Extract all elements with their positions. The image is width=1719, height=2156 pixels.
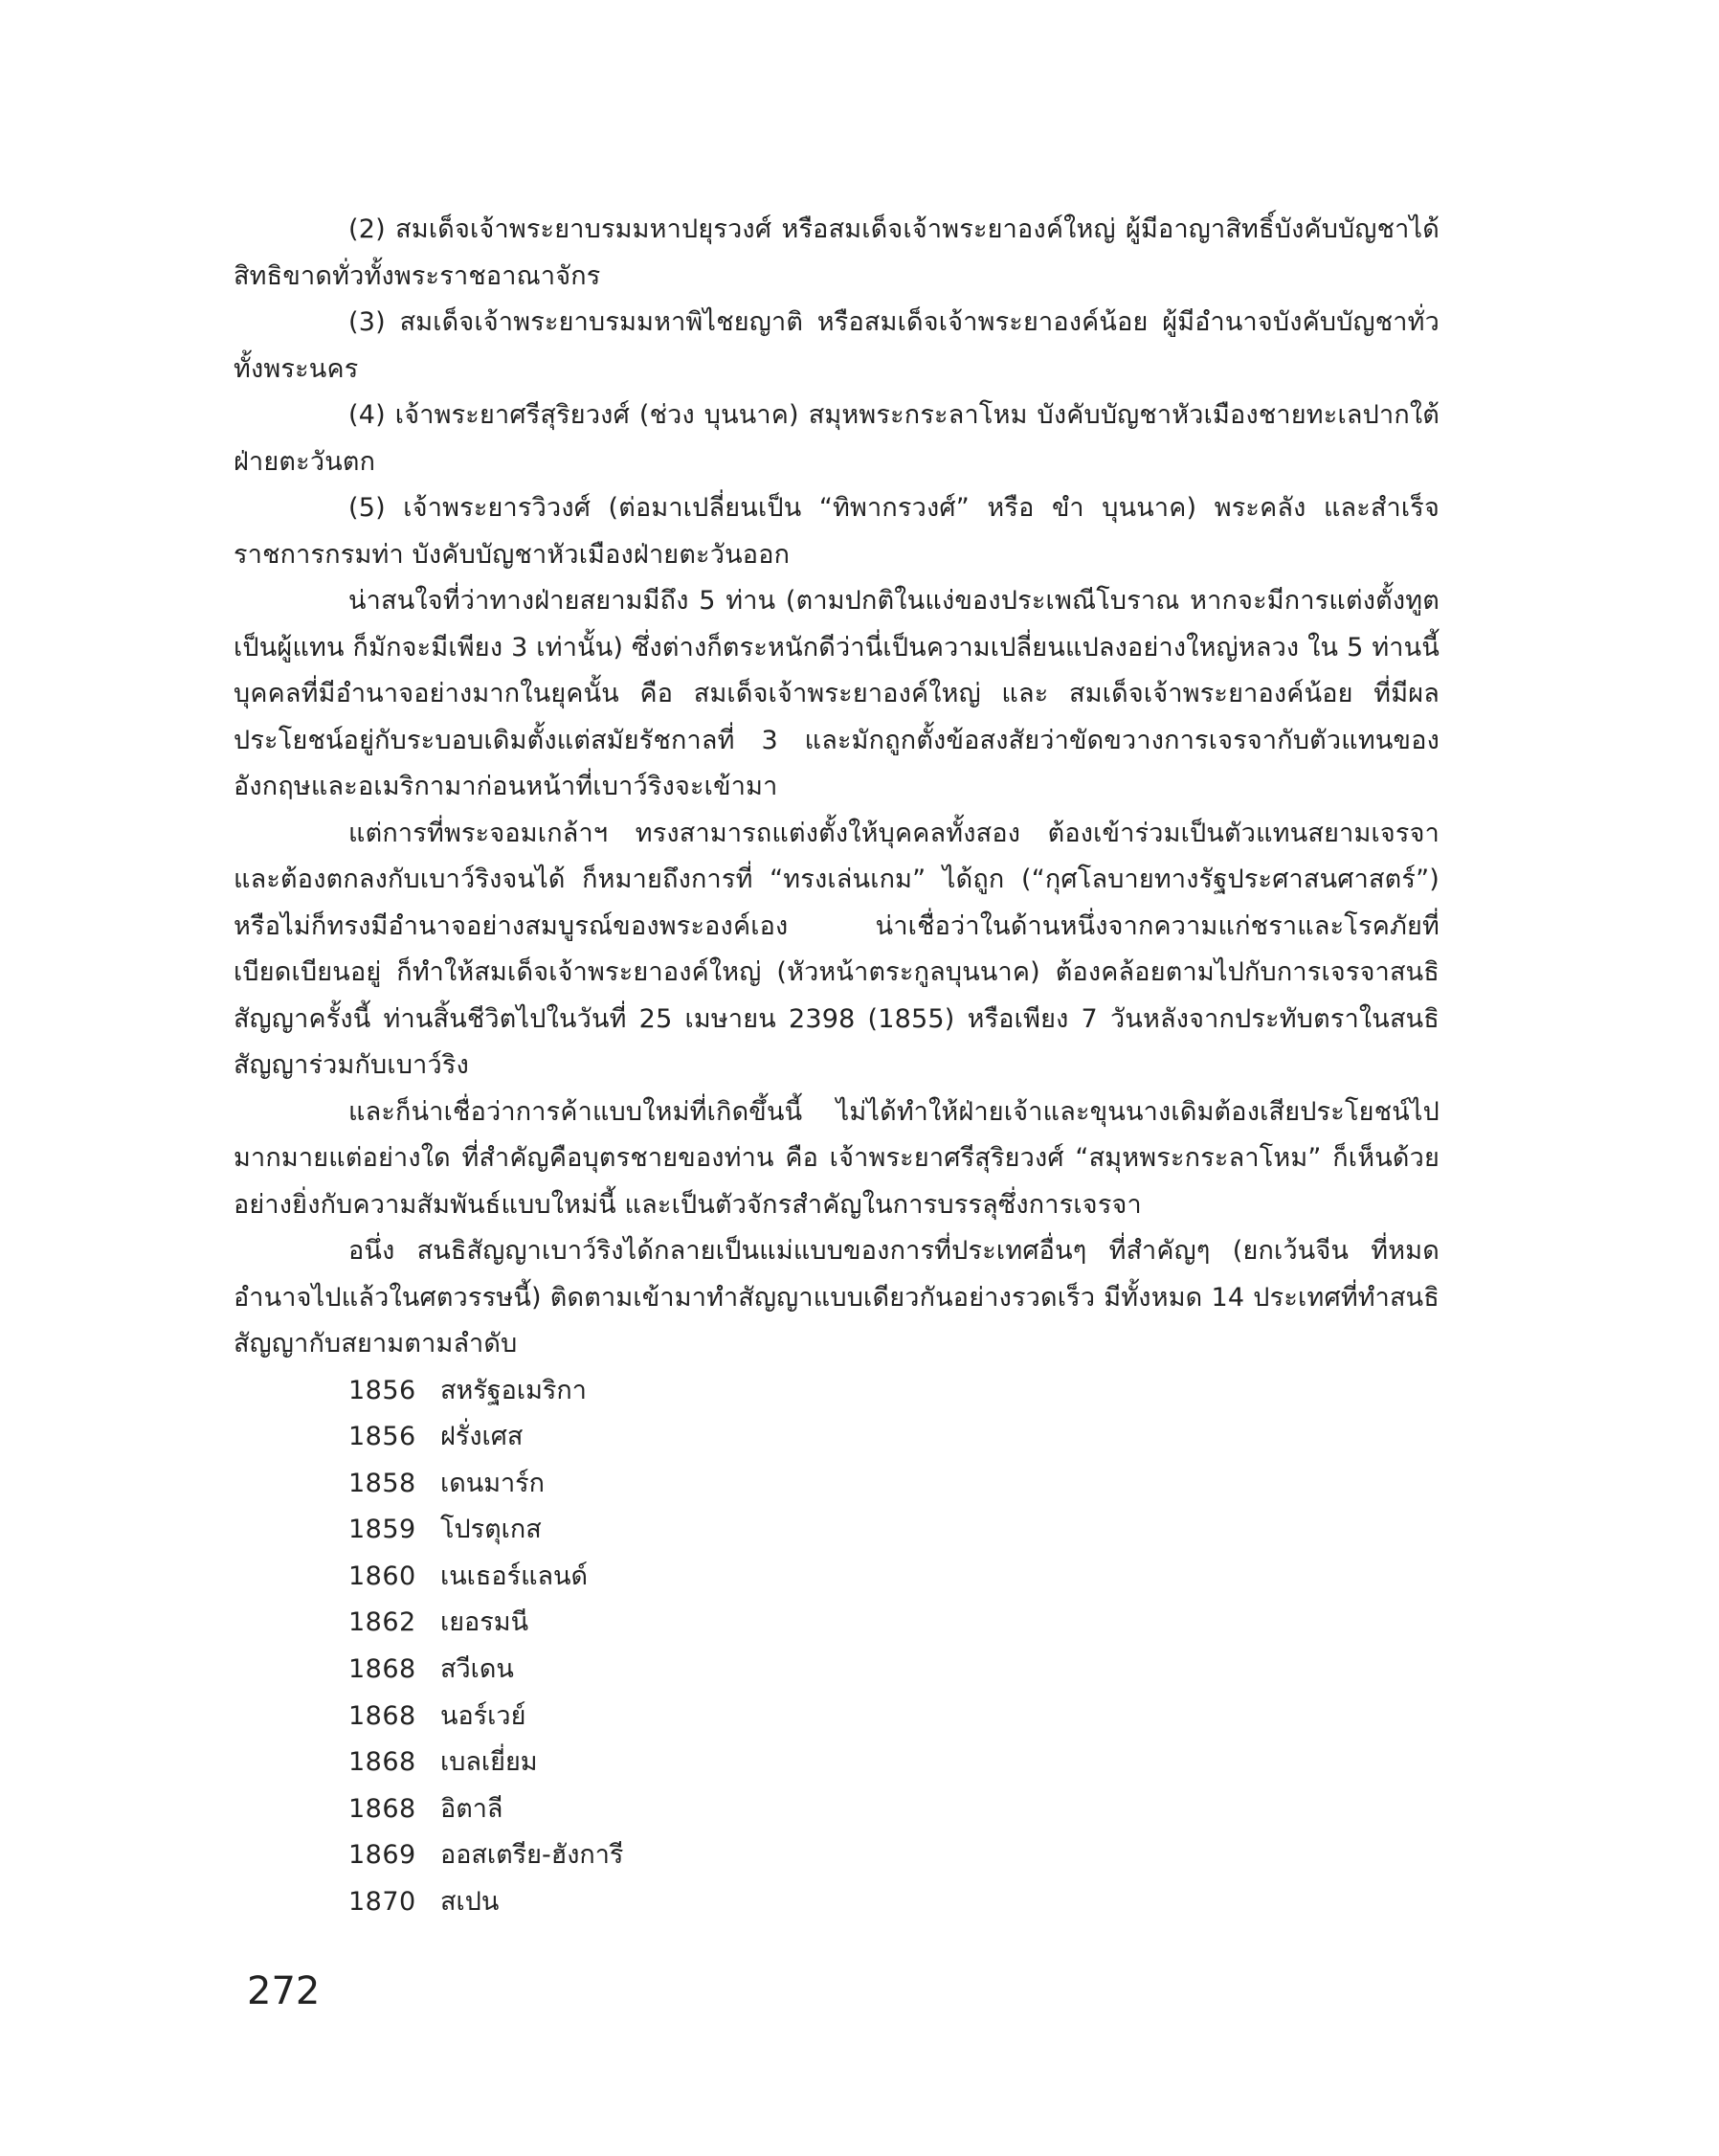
page-number: 272 (247, 1969, 321, 2013)
list-item (348, 1554, 1440, 1601)
treaty-year: 1862 (348, 1607, 416, 1638)
list-item (348, 1414, 1440, 1461)
treaty-year: 1858 (348, 1468, 416, 1498)
treaty-country: ฝรั่งเศส (440, 1422, 524, 1452)
paragraph-siam-delegates: น่าสนใจที่ว่าทางฝ่ายสยามมีถึง 5 ท่าน (ตามปกติในแง่ของประเพณีโบราณ หากจะมีการแต่งตั้งทูตเป็นผู้แทน ก็มักจะมีเพียง 3 เท่านั้น) ซึ่งต่างก็ตระหนักดีว่านี่เป็นความเปลี่ยนแปลงอย่างใหญ่หลวง ใน 5 ท่านนี้ บุคคลที่มีอำนาจอย่างมากในยุคนั้น คือ สมเด็จเจ้าพระยาองค์ใหญ่ และ สมเด็จเจ้าพระยาองค์น้อย ที่มีผลประโยชน์อยู่กับระบอบเดิมตั้งแต่สมัยรัชกาลที่ 3 และมักถูกตั้งข้อสงสัยว่าขัดขวางการเจรจากับตัวแทนของอังกฤษและอเมริกามาก่อนหน้าที่เบาว์ริงจะเข้ามา (234, 586, 1440, 801)
treaty-year: 1859 (348, 1515, 416, 1545)
list-item (348, 1600, 1440, 1647)
treaty-country: สวีเดน (440, 1654, 514, 1685)
treaty-country: สหรัฐอเมริกา (440, 1375, 587, 1405)
treaty-country: อิตาลี (440, 1793, 503, 1824)
treaty-country: นอร์เวย์ (440, 1700, 526, 1731)
treaty-country: สเปน (440, 1887, 500, 1918)
paragraph-item-5: (5) เจ้าพระยารวิวงศ์ (ต่อมาเปลี่ยนเป็น “ทิพากรวงศ์” หรือ ขำ บุนนาค) พระคลัง และสำเร็จราชการกรมท่า บังคับบัญชาหัวเมืองฝ่ายตะวันออก (234, 493, 1440, 570)
treaty-year: 1868 (348, 1793, 416, 1824)
paragraph-king-mongkut: แต่การที่พระจอมเกล้าฯ ทรงสามารถแต่งตั้งให้บุคคลทั้งสอง ต้องเข้าร่วมเป็นตัวแทนสยามเจรจาและต้องตกลงกับเบาว์ริงจนได้ ก็หมายถึงการที่ “ทรงเล่นเกม” ได้ถูก (“กุศโลบายทางรัฐประศาสนศาสตร์”) หรือไม่ก็ทรงมีอำนาจอย่างสมบูรณ์ของพระองค์เอง น่าเชื่อว่าในด้านหนึ่งจากความแก่ชราและโรคภัยที่เบียดเบียนอยู่ ก็ทำให้สมเด็จเจ้าพระยาองค์ใหญ่ (หัวหน้าตระกูลบุนนาค) ต้องคล้อยตามไปกับการเจรจาสนธิสัญญาครั้งนี้ ท่านสิ้นชีวิตไปในวันที่ 25 เมษายน 2398 (1855) หรือเพียง 7 วันหลังจากประทับตราในสนธิสัญญาร่วมกับเบาว์ริง (234, 818, 1440, 1080)
paragraph-treaty-model: อนึ่ง สนธิสัญญาเบาว์ริงได้กลายเป็นแม่แบบของการที่ประเทศอื่นๆ ที่สำคัญๆ (ยกเว้นจีน ที่หมดอำนาจไปแล้วในศตวรรษนี้) ติดตามเข้ามาทำสัญญาแบบเดียวกันอย่างรวดเร็ว มีทั้งหมด 14 ประเทศที่ทำสนธิสัญญากับสยามตามลำดับ (234, 1236, 1440, 1359)
paragraph-item-3: (3) สมเด็จเจ้าพระยาบรมมหาพิไชยญาติ หรือสมเด็จเจ้าพระยาองค์น้อย ผู้มีอำนาจบังคับบัญชาทั่วทั้งพระนคร (234, 307, 1440, 384)
list-item (348, 1368, 1440, 1415)
paragraph-item-2: (2) สมเด็จเจ้าพระยาบรมมหาปยุรวงศ์ หรือสมเด็จเจ้าพระยาองค์ใหญ่ ผู้มีอาญาสิทธิ์บังคับบัญชาได้สิทธิขาดทั่วทั้งพระราชอาณาจักร (234, 214, 1440, 291)
list-item (348, 1879, 1440, 1926)
list-item (348, 1647, 1440, 1694)
treaty-year: 1860 (348, 1561, 416, 1591)
treaty-country: เนเธอร์แลนด์ (440, 1561, 589, 1591)
treaty-country: ออสเตรีย-ฮังการี (440, 1840, 624, 1871)
list-item (348, 1507, 1440, 1554)
list-item (348, 1786, 1440, 1833)
treaty-country: เบลเยี่ยม (440, 1747, 538, 1778)
treaty-year: 1868 (348, 1747, 416, 1778)
treaty-year: 1870 (348, 1887, 416, 1918)
list-item (348, 1694, 1440, 1741)
treaty-list (234, 1368, 1440, 1926)
treaty-country: โปรตุเกส (440, 1515, 542, 1545)
page-body (234, 207, 1440, 1926)
paragraph-new-trade: และก็น่าเชื่อว่าการค้าแบบใหม่ที่เกิดขึ้นนี้ ไม่ได้ทำให้ฝ่ายเจ้าและขุนนางเดิมต้องเสียประโยชน์ไปมากมายแต่อย่างใด ที่สำคัญคือบุตรชายของท่าน คือ เจ้าพระยาศรีสุริยวงศ์ “สมุหพระกระลาโหม” ก็เห็นด้วยอย่างยิ่งกับความสัมพันธ์แบบใหม่นี้ และเป็นตัวจักรสำคัญในการบรรลุซึ่งการเจรจา (234, 1096, 1440, 1220)
treaty-year: 1868 (348, 1654, 416, 1685)
treaty-year: 1868 (348, 1700, 416, 1731)
list-item (348, 1740, 1440, 1786)
list-item (348, 1832, 1440, 1879)
treaty-year: 1856 (348, 1375, 416, 1405)
treaty-country: เดนมาร์ก (440, 1468, 546, 1498)
treaty-year: 1869 (348, 1840, 416, 1871)
list-item (348, 1461, 1440, 1508)
treaty-country: เยอรมนี (440, 1607, 529, 1638)
treaty-year: 1856 (348, 1422, 416, 1452)
paragraph-item-4: (4) เจ้าพระยาศรีสุริยวงศ์ (ช่วง บุนนาค) สมุหพระกระลาโหม บังคับบัญชาหัวเมืองชายทะเลปากใต้ฝ่ายตะวันตก (234, 400, 1440, 477)
